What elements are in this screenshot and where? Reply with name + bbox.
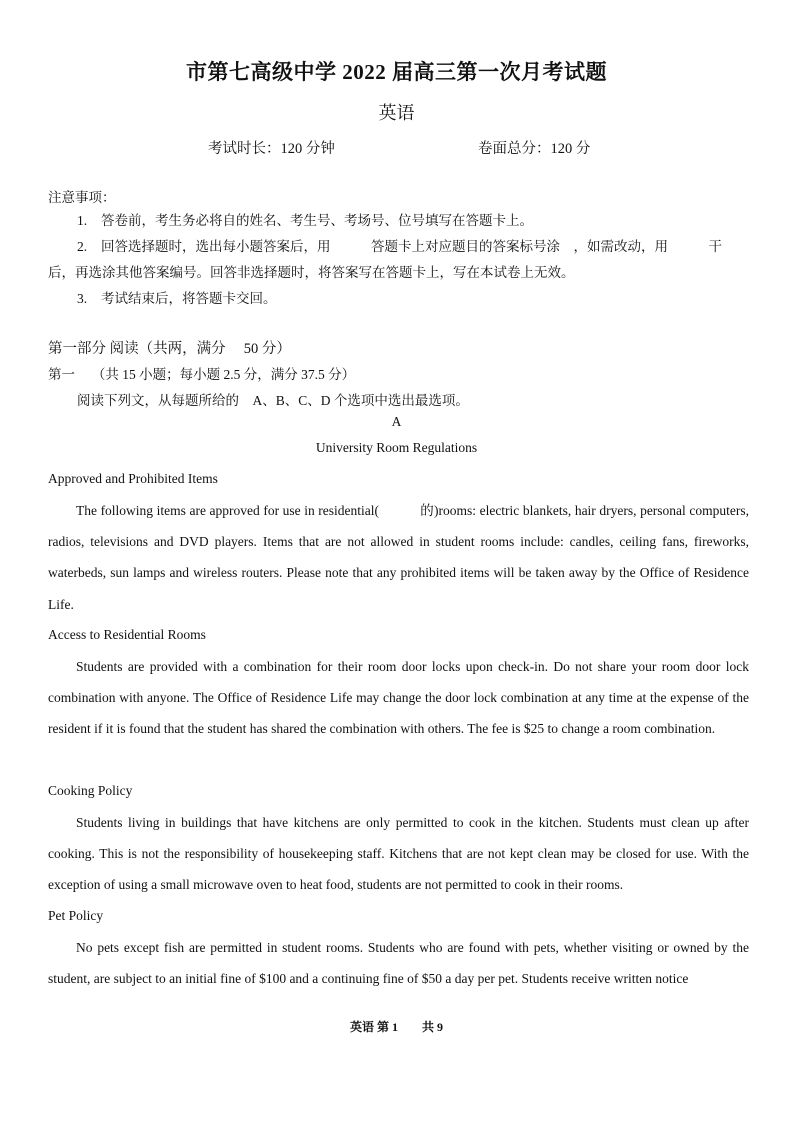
note-text: 后，再选涂其他答案编号。回答非选择题时，将答案写在答题卡上，写在本试卷上无效。: [48, 265, 575, 280]
exam-subject: 英语: [378, 103, 415, 123]
note-item-continued: [48, 260, 575, 286]
exam-duration: 考试时长：120 分钟: [208, 141, 335, 157]
passage-paragraph: The following items are approved for use in residential( 的)rooms: electric blankets, hair dryers, personal computers, radios, televisions and DVD players. Items that are not allowed in student rooms include: candles, ceiling fans, fireworks, waterbeds, sun lamps and wireless routers. Please note that any prohibited items will be taken away by the Office of Residence Life.: [48, 503, 749, 612]
note-text: 考试结束后，将答题卡交回。: [101, 291, 277, 306]
section-title: 第一部分 阅读（共两，满分 50 分）: [48, 341, 291, 357]
passage-letter: A: [391, 414, 402, 429]
passage-paragraph: No pets except fish are permitted in student rooms. Students who are found with pets, whether visiting or owned by the student, are subject to an initial fine of $100 and a continuing fine of $50 a day per pet. Students receive written notice: [48, 940, 749, 987]
passage-heading: Cooking Policy: [48, 783, 133, 798]
note-text: 回答选择题时，选出每小题答案后，用 答题卡上对应题目的答案标号涂 ，如需改动，用 干: [101, 239, 722, 254]
note-number: 1.: [77, 213, 88, 228]
exam-total-score: 卷面总分：120 分: [478, 141, 591, 157]
note-number: 2.: [77, 239, 88, 254]
note-text: 答卷前，考生务必将自的姓名、考生号、考场号、位号填写在答题卡上。: [101, 213, 533, 228]
section-instruction: 阅读下列文，从每题所给的 A、B、C、D 个选项中选出最选项。: [77, 393, 469, 408]
passage-title: University Room Regulations: [315, 440, 478, 455]
passage-paragraph: Students are provided with a combination for their room door locks upon check-in. Do not share your room door lock combination with anyone. The Office of Residence Life may change the door lock combination at any time at the expense of the resident if it is found that the student has shared the combination with others. The fee is $25 to change a room combination.: [48, 659, 749, 737]
note-number: 3.: [77, 291, 88, 306]
page-footer: 英语 第 1 共 9: [349, 1020, 443, 1034]
note-item: [77, 286, 277, 312]
section-subtitle: 第一 （共 15 小题；每小题 2.5 分，满分 37.5 分）: [48, 367, 356, 382]
passage-heading: Pet Policy: [48, 908, 104, 923]
notes-title: 注意事项：: [48, 190, 116, 205]
note-item: [77, 208, 533, 234]
passage-heading: Approved and Prohibited Items: [48, 471, 218, 486]
exam-title: 市第七高级中学 2022 届高三第一次月考试题: [186, 60, 607, 84]
note-item: [77, 234, 722, 260]
passage-heading: Access to Residential Rooms: [48, 627, 206, 642]
passage-paragraph: Students living in buildings that have kitchens are only permitted to cook in the kitchen. Students must clean up after cooking. This is not the responsibility of housekeeping staff. Kitchens that are not kept clean may be closed for use. With the exception of using a small microwave oven to heat food, students are not permitted to cook in their rooms.: [48, 815, 749, 893]
